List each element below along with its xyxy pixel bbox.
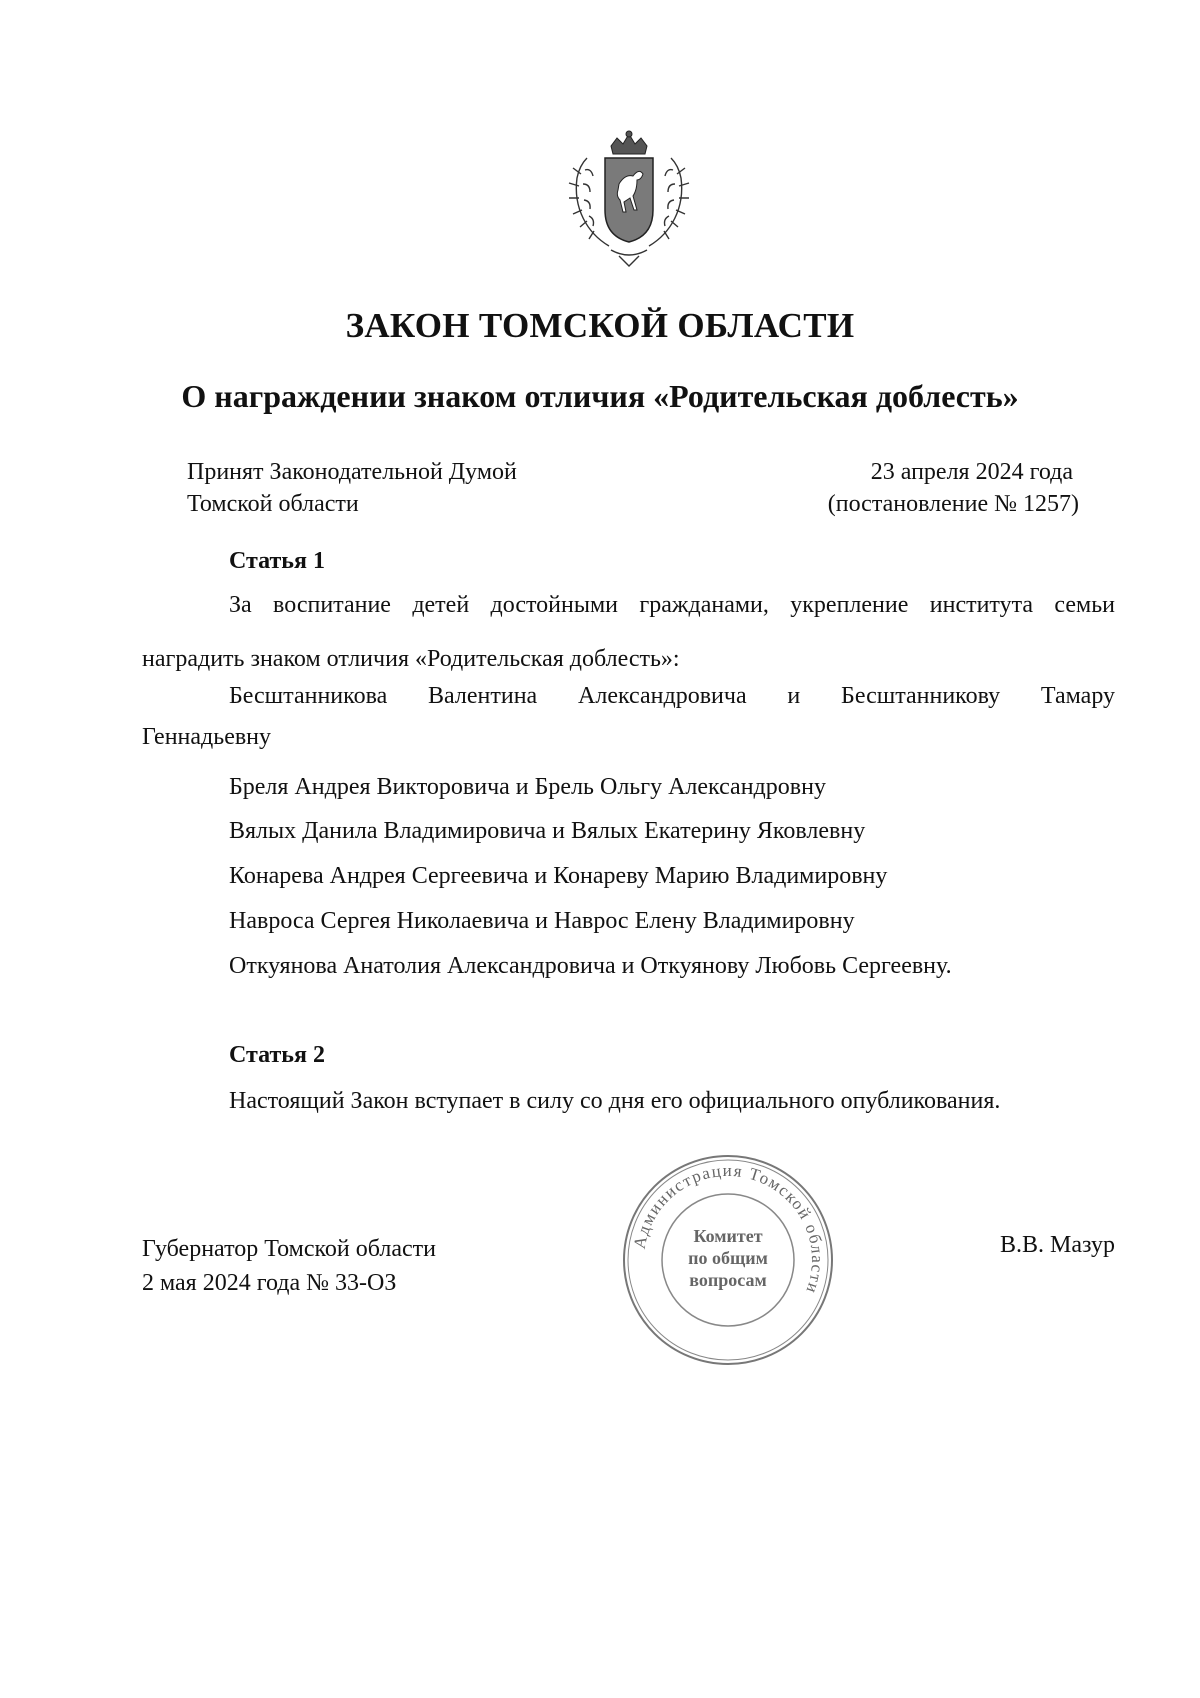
signature-block <box>142 1232 436 1300</box>
resolution-number: (постановление № 1257) <box>827 491 1079 517</box>
law-subtitle: О награждении знаком отличия «Родительская доблесть» <box>181 378 1019 414</box>
article-1-heading: Статья 1 <box>229 548 325 574</box>
article-1-intro: За воспитание детей достойными гражданами, укрепление института семьи наградить знаком отличия «Родительская доблесть»: <box>142 592 1115 672</box>
stamp-center-line: вопросам <box>689 1270 767 1290</box>
article-2-text: Настоящий Закон вступает в силу со дня его официального опубликования. <box>229 1088 1001 1114</box>
adoption-body-line: Принят Законодательной Думой <box>187 459 517 485</box>
stamp-ring-text: Администрация Томской области <box>629 1160 828 1297</box>
recipient-line: Навроса Сергея Николаевича и Наврос Елену Владимировну <box>229 908 855 934</box>
law-date-number: 2 мая 2024 года № 33-ОЗ <box>142 1270 397 1296</box>
law-title: ЗАКОН ТОМСКОЙ ОБЛАСТИ <box>345 306 855 345</box>
recipient-line: Вялых Данила Владимировича и Вялых Екатерину Яковлевну <box>229 818 866 844</box>
recipient-line: Бреля Андрея Викторовича и Брель Ольгу Александровну <box>229 774 826 800</box>
stamp-center-line: по общим <box>688 1248 768 1268</box>
article-2-heading: Статья 2 <box>229 1042 325 1068</box>
stamp-center-line: Комитет <box>693 1226 763 1246</box>
adoption-date-block <box>828 456 1079 520</box>
recipient-line: Бесштанникова Валентина Александровича и Бесштанникову Тамару <box>229 683 1115 709</box>
tomsk-oblast-coat-of-arms-icon <box>559 128 699 271</box>
recipient-line: Конарева Андрея Сергеевича и Конареву Марию Владимировну <box>229 863 888 889</box>
recipient-line: Откуянова Анатолия Александровича и Откуянову Любовь Сергеевну. <box>229 953 952 979</box>
signatory-position: Губернатор Томской области <box>142 1236 436 1262</box>
recipient-line-continuation: Геннадьевну <box>142 724 272 750</box>
official-stamp <box>620 1152 836 1368</box>
signatory-name: В.В. Мазур <box>1000 1232 1115 1258</box>
adoption-body-line: Томской области <box>187 491 359 517</box>
adoption-body <box>187 456 517 520</box>
adoption-date: 23 апреля 2024 года <box>870 459 1073 485</box>
